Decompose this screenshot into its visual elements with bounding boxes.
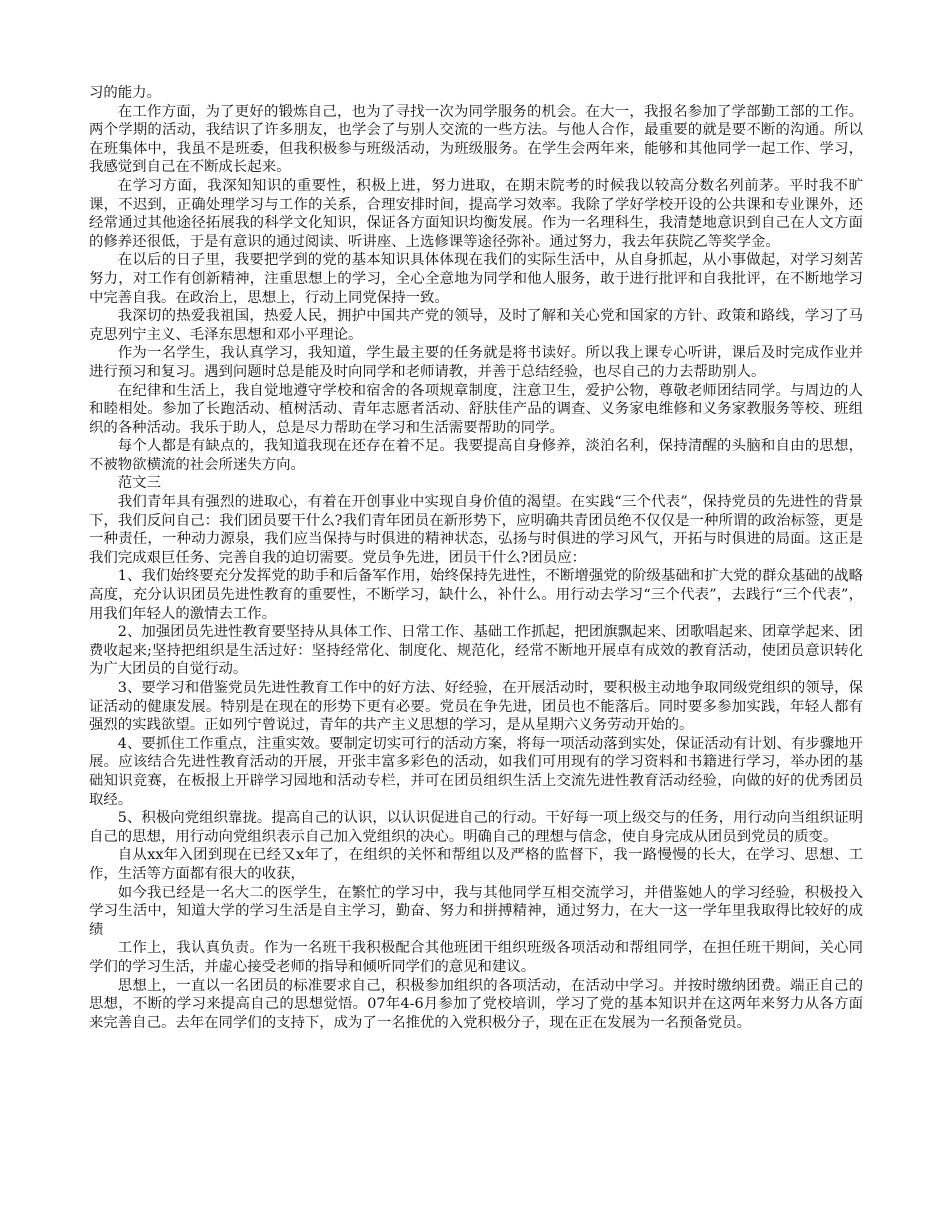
- paragraph: 在学习方面，我深知知识的重要性，积极上进，努力进取，在期末院考的时候我以较高分数名列前茅。平时我不旷课，不迟到，正确处理学习与工作的关系，合理安排时间，提高学习效率。我除了学好学校开设的公共课和专业课外，还经常通过其他途径拓展我的科学文化知识，保证各方面知识均衡发展。作为一名理科生，我清楚地意识到自己在人文方面的修养还很低，于是有意识的通过阅读、听讲座、上选修课等途径弥补。通过努力，我去年获院乙等奖学金。: [89, 177, 863, 250]
- document-page: [89, 84, 863, 1032]
- paragraph: 工作上，我认真负责。作为一名班干我积极配合其他班团干组织班级各项活动和帮组同学，在担任班干期间，关心同学们的学习生活，并虚心接受老师的指导和倾听同学们的意见和建议。: [89, 940, 863, 975]
- paragraph: 在工作方面，为了更好的锻炼自己，也为了寻找一次为同学服务的机会。在大一，我报名参加了学部勤工部的工作。两个学期的活动，我结识了许多朋友，也学会了与别人交流的一些方法。与他人合作，最重要的就是要不断的沟通。所以在班集体中，我虽不是班委，但我积极参与班级活动，为班级服务。在学生会两年来，能够和其他同学一起工作、学习，我感觉到自己在不断成长起来。: [89, 103, 863, 176]
- paragraph: 1、我们始终要充分发挥党的助手和后备军作用，始终保持先进性，不断增强党的阶级基础和扩大党的群众基础的战略高度，充分认识团员先进性教育的重要性，不断学习，缺什么，补什么。用行动去学习“三个代表”，去践行“三个代表”，用我们年轻人的激情去工作。: [89, 568, 863, 622]
- paragraph: 自从xx年入团到现在已经又x年了，在组织的关怀和帮组以及严格的监督下，我一路慢慢的长大，在学习、思想、工作，生活等方面都有很大的收获，: [89, 847, 863, 882]
- paragraph: 5、积极向党组织靠拢。提高自己的认识，以认识促进自己的行动。干好每一项上级交与的任务，用行动向当组织证明自己的思想，用行动向党组织表示自己加入党组织的决心。明确自己的理想与信念，使自身完成从团员到党员的质变。: [89, 810, 863, 845]
- paragraph: 在以后的日子里，我要把学到的党的基本知识具体体现在我们的实际生活中，从自身抓起，从小事做起，对学习刻苦努力，对工作有创新精神，注重思想上的学习，全心全意地为同学和他人服务，敢于进行批评和自我批评，在不断地学习中完善自我。在政治上，思想上，行动上同党保持一致。: [89, 252, 863, 306]
- paragraph: 如今我已经是一名大二的医学生，在繁忙的学习中，我与其他同学互相交流学习，并借鉴她人的学习经验，积极投入学习生活中，知道大学的学习生活是自主学习，勤奋、努力和拼搏精神，通过努力，在大一这一学年里我取得比较好的成绩: [89, 884, 863, 938]
- paragraph: 3、要学习和借鉴党员先进性教育工作中的好方法、好经验，在开展活动时，要积极主动地争取同级党组织的领导，保证活动的健康发展。特别是在现在的形势下更有必要。党员在争先进，团员也不能落后。同时要多参加实践，年轻人都有强烈的实践欲望。正如列宁曾说过，青年的共产主义思想的学习，是从星期六义务劳动开始的。: [89, 680, 863, 734]
- paragraph: 在纪律和生活上，我自觉地遵守学校和宿舍的各项规章制度，注意卫生，爱护公物，尊敬老师团结同学。与周边的人和睦相处。参加了长跑活动、植树活动、青年志愿者活动、舒肤佳产品的调查、义务家电维修和义务家教服务等校、班组织的各种活动。我乐于助人，总是尽力帮助在学习和生活需要帮助的同学。: [89, 382, 863, 436]
- paragraph: 每个人都是有缺点的，我知道我现在还存在着不足。我要提高自身修养，淡泊名利，保持清醒的头脑和自由的思想，不被物欲横流的社会所迷失方向。: [89, 438, 863, 473]
- paragraph: 2、加强团员先进性教育要坚持从具体工作、日常工作、基础工作抓起，把团旗飘起来、团歌唱起来、团章学起来、团费收起来;坚持把组织是生活过好：坚持经常化、制度化、规范化，经常不断地开展卓有成效的教育活动，使团员意识转化为广大团员的自觉行动。: [89, 624, 863, 678]
- paragraph: 我深切的热爱我祖国，热爱人民，拥护中国共产党的领导，及时了解和关心党和国家的方针、政策和路线，学习了马克思列宁主义、毛泽东思想和邓小平理论。: [89, 308, 863, 343]
- paragraph: 习的能力。: [89, 85, 161, 101]
- section-heading: 范文三: [117, 475, 161, 492]
- paragraph: 4、要抓住工作重点，注重实效。要制定切实可行的活动方案，将每一项活动落到实处，保证活动有计划、有步骤地开展。应该结合先进性教育活动的开展，开张丰富多彩色的活动，如我们可用现有的学习资料和书籍进行学习，举办团的基础知识竞赛，在板报上开辟学习园地和活动专栏，并可在团员组织生活上交流先进性教育活动经验，向做的好的优秀团员取经。: [89, 735, 863, 808]
- paragraph: 思想上，一直以一名团员的标准要求自己，积极参加组织的各项活动，在活动中学习。并按时缴纳团费。端正自己的思想，不断的学习来提高自己的思想觉悟。07年4-6月参加了党校培训，学习了党的基本知识并在这两年来努力从各方面来完善自己。去年在同学们的支持下，成为了一名推优的入党积极分子，现在正在发展为一名预备党员。: [89, 977, 863, 1031]
- paragraph: 我们青年具有强烈的进取心，有着在开创事业中实现自身价值的渴望。在实践“三个代表”，保持党员的先进性的背景下，我们反问自己：我们团员要干什么?我们青年团员在新形势下，应明确共青团员绝不仅仅是一种所谓的政治标签，更是一种责任，一种动力源泉，我们应当保持与时俱进的精神状态，弘扬与时俱进的学习风气，开拓与时俱进的局面。这正是我们完成艰巨任务、完善自我的迫切需要。党员争先进，团员干什么?团员应：: [89, 494, 863, 566]
- paragraph: 作为一名学生，我认真学习，我知道，学生最主要的任务就是将书读好。所以我上课专心听讲，课后及时完成作业并进行预习和复习。遇到问题时总是能及时向同学和老师请教，并善于总结经验，也尽自己的力去帮助别人。: [89, 345, 863, 380]
